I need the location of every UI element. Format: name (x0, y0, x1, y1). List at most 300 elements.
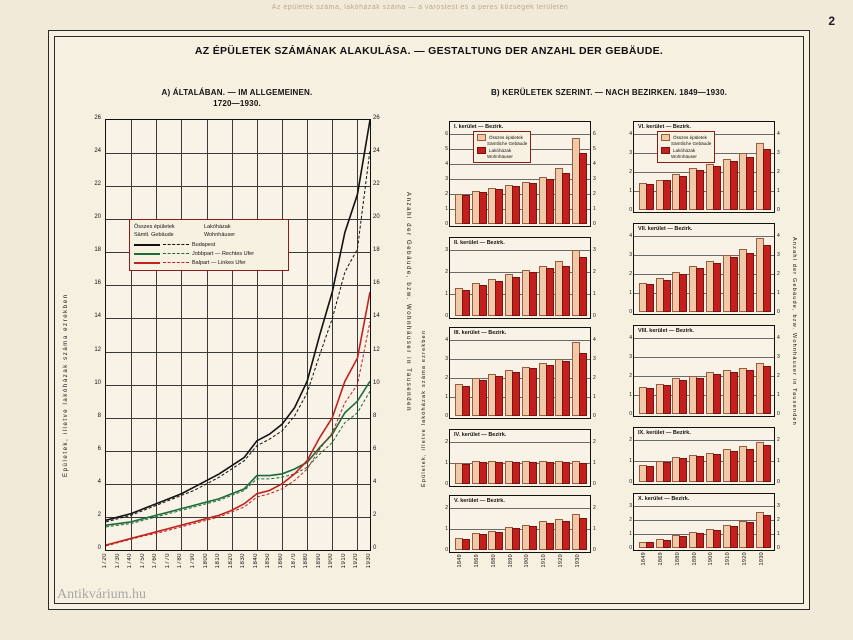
panel-a-ytick-right: 14 (373, 313, 380, 320)
panel-a-ytick-left: 8 (97, 412, 101, 419)
district-ytick-left: 4 (445, 337, 448, 343)
panel-a-ytick-right: 0 (373, 545, 377, 551)
bar-dwelling-houses (713, 454, 721, 482)
district-ytick-left: 2 (629, 169, 632, 175)
panel-b-ylabel-left: Épületek, illetve lakóházak száma ezrekben (421, 329, 427, 487)
district-ytick-right: 4 (593, 337, 596, 343)
district-ytick-left: 2 (629, 517, 632, 523)
district-ytick-right: 1 (593, 291, 596, 297)
panel-a-ytick-left: 6 (97, 445, 101, 452)
district-gridline (634, 357, 774, 358)
district-ytick-right: 2 (593, 505, 596, 511)
district-ytick-right: 0 (777, 479, 780, 485)
district-xtick: 1900 (524, 554, 531, 568)
district-xtick: 1920 (557, 554, 564, 568)
legend-swatch (661, 147, 670, 154)
panel-a-xtick: 1920 (353, 553, 360, 569)
district-xtick: 1880 (674, 552, 681, 566)
district-gridline (450, 340, 590, 341)
bar-dwelling-houses (763, 445, 771, 482)
panel-a-xtick: 1800 (202, 553, 209, 569)
panel-a-ytick-right: 22 (373, 181, 380, 188)
panel-a-xtick: 1770 (164, 553, 171, 569)
district-ytick-right: 0 (777, 411, 780, 417)
bar-dwelling-houses (646, 466, 654, 482)
district-ytick-left: 2 (445, 191, 448, 197)
legend-label: Jobbpart — Rechtes Ufer (192, 250, 255, 257)
legend-row (477, 134, 527, 141)
district-ytick-left: 0 (629, 411, 632, 417)
bar-dwelling-houses (696, 533, 704, 548)
bar-dwelling-houses (713, 374, 721, 414)
legend-label: Összes épületek (489, 134, 523, 140)
district-ytick-left: 2 (445, 269, 448, 275)
district-ytick-right: 2 (777, 169, 780, 175)
panel-a-xtick: 1780 (177, 553, 184, 569)
bar-dwelling-houses (763, 245, 771, 312)
panel-a-ylabel-right: Anzahl der Gebäude, bzw. Wohnhäuser in Tausenden (405, 192, 411, 413)
legend-label: Balpart — Linkes Ufer (192, 259, 246, 266)
district-xtick: 1869 (474, 554, 481, 568)
bar-dwelling-houses (746, 449, 754, 483)
bar-dwelling-houses (462, 539, 470, 550)
district-gridline (634, 338, 774, 339)
bar-dwelling-houses (663, 540, 671, 548)
district-ytick-right: 0 (777, 309, 780, 315)
district-xtick: 1930 (574, 554, 581, 568)
bar-dwelling-houses (763, 366, 771, 414)
district-mini-chart (445, 495, 596, 553)
district-ytick-right: 5 (593, 146, 596, 152)
district-ytick-left: 3 (445, 356, 448, 362)
legend-row (477, 147, 527, 154)
district-ytick-left: 3 (445, 176, 448, 182)
panel-a-ytick-left: 24 (94, 148, 101, 155)
legend-label-de: Sämtliche Gebäude (487, 141, 528, 146)
bar-dwelling-houses (479, 192, 487, 224)
district-ytick-right: 0 (777, 545, 780, 551)
district-ytick-right: 4 (777, 335, 780, 341)
bar-dwelling-houses (562, 521, 570, 550)
district-ytick-left: 0 (445, 221, 448, 227)
district-ytick-right: 0 (777, 207, 780, 213)
bar-dwelling-houses (663, 462, 671, 482)
bar-dwelling-houses (713, 166, 721, 210)
bar-dwelling-houses (663, 280, 671, 312)
legend-label-de: Wohnhäuser (671, 154, 697, 159)
bar-dwelling-houses (696, 378, 704, 414)
district-ytick-left: 5 (445, 146, 448, 152)
panel-a-title-text: A) ÁLTALÁBAN. — IM ALLGEMEINEN. (161, 88, 313, 97)
district-ytick-right: 4 (777, 131, 780, 137)
bar-dwelling-houses (479, 534, 487, 550)
panel-a-xtick: 1760 (152, 553, 159, 569)
district-xtick: 1930 (758, 552, 765, 566)
district-ytick-left: 3 (629, 354, 632, 360)
district-xtick: 1849 (457, 554, 464, 568)
district-mini-title: I. kerület — Bezirk. (454, 124, 504, 130)
district-xtick: 1920 (741, 552, 748, 566)
bar-dwelling-houses (529, 183, 537, 224)
bar-dwelling-houses (479, 462, 487, 484)
panel-a-ytick-right: 16 (373, 280, 380, 287)
district-ytick-left: 3 (445, 247, 448, 253)
bar-dwelling-houses (495, 281, 503, 316)
panel-a-series-line (106, 120, 370, 520)
panel-a-xtick: 1910 (340, 553, 347, 569)
district-ytick-right: 2 (777, 373, 780, 379)
panel-a-xtick: 1880 (303, 553, 310, 569)
bar-dwelling-houses (529, 272, 537, 316)
district-mini-chart (629, 325, 780, 417)
legend-swatch-dashed (163, 253, 189, 254)
district-ytick-left: 2 (629, 437, 632, 443)
district-ytick-left: 1 (445, 206, 448, 212)
district-mini-title: IX. kerület — Bezirk. (638, 430, 691, 436)
panel-a-ytick-right: 24 (373, 148, 380, 155)
panel-a-xtick: 1750 (139, 553, 146, 569)
panel-a-xtick: 1720 (102, 553, 108, 569)
district-ytick-left: 4 (629, 335, 632, 341)
district-ytick-right: 1 (777, 290, 780, 296)
district-ytick-right: 1 (777, 392, 780, 398)
panel-a-ytick-right: 12 (373, 346, 380, 353)
legend-swatch (661, 134, 670, 141)
district-ytick-left: 3 (629, 503, 632, 509)
district-ytick-left: 2 (629, 373, 632, 379)
district-ytick-left: 0 (629, 309, 632, 315)
bar-dwelling-houses (462, 290, 470, 316)
legend-row (661, 134, 711, 141)
legend-label: Összes épületek (673, 134, 707, 140)
panel-a-xtick: 1850 (265, 553, 272, 569)
district-ytick-right: 2 (777, 437, 780, 443)
district-mini-title: X. kerület — Bezirk. (638, 496, 690, 502)
legend-swatch-solid (134, 253, 160, 255)
bar-dwelling-houses (713, 263, 721, 313)
district-ytick-left: 0 (629, 545, 632, 551)
bar-dwelling-houses (746, 370, 754, 414)
bar-dwelling-houses (562, 266, 570, 316)
watermark: Antikvárium.hu (57, 587, 147, 602)
bar-dwelling-houses (746, 253, 754, 312)
bar-dwelling-houses (746, 157, 754, 210)
district-ytick-right: 6 (593, 131, 596, 137)
bar-dwelling-houses (512, 372, 520, 416)
bar-dwelling-houses (546, 268, 554, 316)
district-mini-title: VI. kerület — Bezirk. (638, 124, 691, 130)
district-xtick: 1890 (507, 554, 514, 568)
panel-a-xtick: 1820 (227, 553, 234, 569)
district-ytick-right: 3 (777, 150, 780, 156)
district-mini-chart (445, 429, 596, 487)
bar-dwelling-houses (730, 372, 738, 414)
panel-a-xtick: 1790 (190, 553, 196, 569)
district-xtick: 1890 (691, 552, 698, 566)
legend-row (134, 258, 284, 267)
panel-b-ylabel-right: Anzahl der Gebäude, bzw. Wohnhäuser in Tausenden (791, 237, 797, 426)
bar-dwelling-houses (646, 284, 654, 312)
bar-dwelling-houses (579, 518, 587, 550)
district-mini-title: V. kerület — Bezirk. (454, 498, 505, 504)
district-ytick-right: 1 (777, 458, 780, 464)
panel-a-series-line (106, 322, 370, 546)
bar-dwelling-houses (730, 257, 738, 312)
panel-a-ytick-right: 8 (373, 412, 377, 419)
district-ytick-right: 1 (777, 531, 780, 537)
legend-label-de: Sämtliche Gebäude (671, 141, 712, 146)
bar-dwelling-houses (479, 380, 487, 416)
bar-dwelling-houses (495, 462, 503, 484)
legend-swatch-solid (134, 244, 160, 246)
bar-dwelling-houses (546, 462, 554, 484)
bar-dwelling-houses (730, 161, 738, 210)
bar-dwelling-houses (646, 388, 654, 414)
district-xtick: 1910 (725, 552, 732, 566)
legend-row (134, 249, 284, 258)
bar-dwelling-houses (730, 451, 738, 482)
district-gridline (450, 442, 590, 443)
panel-a-legend (129, 219, 289, 271)
legend-swatch-dashed (163, 262, 189, 263)
district-xtick: 1849 (641, 552, 648, 566)
panel-a-ytick-left: 16 (94, 280, 101, 287)
district-gridline (634, 506, 774, 507)
district-ytick-right: 0 (593, 313, 596, 319)
panel-a-ytick-left: 14 (94, 313, 101, 320)
district-mini-title: IV. kerület — Bezirk. (454, 432, 507, 438)
bar-dwelling-houses (562, 462, 570, 484)
panel-a-ytick-right: 10 (373, 379, 380, 386)
legend-label: Lakóházak (673, 147, 696, 153)
district-mini-title: VII. kerület — Bezirk. (638, 226, 693, 232)
panel-a-xtick: 1810 (215, 553, 222, 569)
panel-a-plot-area (105, 119, 371, 551)
district-mini-title: III. kerület — Bezirk. (454, 330, 507, 336)
district-ytick-left: 1 (629, 531, 632, 537)
bar-dwelling-houses (495, 532, 503, 550)
bar-dwelling-houses (462, 386, 470, 417)
bar-dwelling-houses (479, 285, 487, 316)
bar-dwelling-houses (663, 385, 671, 414)
legend-row (661, 147, 711, 154)
district-xtick: 1880 (490, 554, 497, 568)
panel-a-ytick-right: 2 (373, 511, 377, 518)
district-ytick-right: 2 (593, 375, 596, 381)
legend-swatch (477, 147, 486, 154)
district-ytick-right: 3 (593, 176, 596, 182)
chart-plate (48, 30, 810, 610)
district-ytick-left: 0 (445, 313, 448, 319)
district-gridline (634, 520, 774, 521)
panel-a-series-line (106, 150, 370, 522)
district-xtick: 1869 (658, 552, 665, 566)
panel-a-ytick-left: 0 (97, 545, 101, 551)
legend-header-right: Lakóházak Wohnhäuser (204, 224, 236, 238)
bar-dwelling-houses (529, 368, 537, 416)
bar-dwelling-houses (679, 274, 687, 312)
legend-header (134, 223, 284, 239)
bar-dwelling-houses (512, 186, 520, 224)
legend-label: Budapest (192, 241, 216, 248)
legend-swatch (477, 134, 486, 141)
bar-dwelling-houses (495, 189, 503, 224)
panel-a-ytick-right: 26 (373, 115, 380, 121)
bar-dwelling-houses (579, 463, 587, 484)
bar-dwelling-houses (512, 462, 520, 484)
panel-a-xtick: 1730 (114, 553, 121, 569)
panel-a-xtick: 1740 (127, 553, 134, 569)
bar-dwelling-houses (562, 361, 570, 416)
bar-dwelling-houses (546, 523, 554, 550)
district-ytick-right: 2 (777, 517, 780, 523)
district-ytick-left: 2 (445, 439, 448, 445)
district-ytick-left: 1 (629, 188, 632, 194)
district-mini-chart (629, 427, 780, 485)
bar-dwelling-houses (679, 536, 687, 549)
district-ytick-right: 2 (777, 271, 780, 277)
bar-dwelling-houses (646, 542, 654, 548)
district-ytick-right: 3 (593, 247, 596, 253)
district-mini-chart (445, 237, 596, 319)
legend-swatch-solid (134, 262, 160, 264)
panel-a-ytick-left: 12 (94, 346, 101, 353)
district-ytick-left: 6 (445, 131, 448, 137)
bar-dwelling-houses (763, 515, 771, 548)
district-ytick-right: 2 (593, 269, 596, 275)
district-ytick-left: 1 (445, 526, 448, 532)
legend-label: Lakóházak (489, 147, 512, 153)
panel-a-xtick: 1830 (240, 553, 247, 569)
bar-dwelling-houses (546, 365, 554, 416)
bar-dwelling-houses (529, 526, 537, 550)
district-ytick-left: 4 (445, 161, 448, 167)
district-gridline (450, 508, 590, 509)
panel-a-xtick: 1870 (290, 553, 297, 569)
bar-dwelling-houses (696, 456, 704, 482)
panel-a-ytick-left: 20 (94, 214, 101, 221)
district-gridline (634, 440, 774, 441)
panel-a-ytick-right: 20 (373, 214, 380, 221)
panel-a-ytick-left: 26 (94, 115, 101, 121)
panel-a-series-line (106, 381, 370, 525)
bar-dwelling-houses (713, 530, 721, 548)
district-gridline (450, 250, 590, 251)
bar-dwelling-houses (730, 526, 738, 548)
panel-a-xtick: 1930 (366, 553, 372, 569)
district-ytick-right: 3 (777, 354, 780, 360)
district-ytick-left: 1 (629, 392, 632, 398)
district-ytick-right: 3 (593, 356, 596, 362)
district-ytick-right: 2 (593, 191, 596, 197)
district-ytick-left: 4 (629, 131, 632, 137)
panel-a-ytick-left: 10 (94, 379, 101, 386)
bar-dwelling-houses (512, 277, 520, 316)
legend-swatch-dashed (163, 244, 189, 245)
district-ytick-left: 0 (629, 479, 632, 485)
district-ytick-right: 1 (593, 394, 596, 400)
bar-dwelling-houses (579, 257, 587, 316)
bar-dwelling-houses (679, 458, 687, 482)
panel-a-series-layer (106, 120, 370, 550)
bar-dwelling-houses (763, 149, 771, 210)
bar-dwelling-houses (546, 179, 554, 225)
district-ytick-right: 0 (593, 221, 596, 227)
legend-label-de: Wohnhäuser (487, 154, 513, 159)
panel-a-ylabel-left: Épületek, illetve lakóházak száma ezrekben (63, 293, 69, 477)
panel-b-legend (657, 131, 715, 163)
district-ytick-left: 1 (445, 291, 448, 297)
page-top-note: Az épületek száma, lakóházak száma — a várostest és a peres községek területén (271, 4, 569, 11)
panel-b-by-district (421, 87, 797, 597)
district-mini-title: II. kerület — Bezirk. (454, 240, 505, 246)
bar-dwelling-houses (663, 180, 671, 210)
panel-a-general (61, 87, 413, 597)
bar-dwelling-houses (679, 380, 687, 414)
panel-a-ytick-right: 18 (373, 247, 380, 254)
district-ytick-left: 1 (629, 290, 632, 296)
panel-b-legend (473, 131, 531, 163)
district-ytick-left: 0 (629, 207, 632, 213)
page-number: 2 (828, 14, 835, 28)
panel-a-ytick-left: 2 (97, 511, 101, 518)
panel-a-subtitle-text: 1720—1930. (213, 99, 261, 108)
bar-dwelling-houses (562, 173, 570, 225)
bar-dwelling-houses (512, 528, 520, 550)
district-ytick-left: 2 (629, 271, 632, 277)
bar-dwelling-houses (579, 353, 587, 416)
district-ytick-right: 0 (593, 547, 596, 553)
bar-dwelling-houses (746, 522, 754, 548)
district-xtick: 1910 (541, 554, 548, 568)
district-ytick-left: 1 (445, 460, 448, 466)
district-ytick-right: 1 (777, 188, 780, 194)
bar-dwelling-houses (462, 195, 470, 224)
district-ytick-left: 0 (445, 481, 448, 487)
district-ytick-right: 2 (593, 439, 596, 445)
bar-dwelling-houses (462, 464, 470, 484)
bar-dwelling-houses (529, 462, 537, 484)
bar-dwelling-houses (579, 153, 587, 224)
district-xtick: 1900 (708, 552, 715, 566)
district-gridline (450, 164, 590, 165)
district-gridline (634, 236, 774, 237)
bar-dwelling-houses (696, 268, 704, 312)
bar-dwelling-houses (495, 376, 503, 416)
district-ytick-left: 0 (445, 413, 448, 419)
panel-a-xtick: 1840 (252, 553, 259, 569)
district-ytick-left: 3 (629, 252, 632, 258)
panel-b-title: B) KERÜLETEK SZERINT. — NACH BEZIRKEN. 1849—1930. (490, 88, 728, 97)
panel-a-ytick-left: 18 (94, 247, 101, 254)
panel-a-ytick-left: 22 (94, 181, 101, 188)
legend-row (134, 240, 284, 249)
bar-dwelling-houses (696, 170, 704, 210)
district-ytick-right: 0 (593, 481, 596, 487)
district-mini-chart (629, 223, 780, 315)
district-ytick-left: 2 (445, 505, 448, 511)
bar-dwelling-houses (679, 176, 687, 210)
district-ytick-right: 4 (593, 161, 596, 167)
district-ytick-right: 1 (593, 526, 596, 532)
bar-dwelling-houses (646, 184, 654, 210)
district-ytick-left: 4 (629, 233, 632, 239)
district-mini-chart (445, 327, 596, 419)
district-ytick-right: 3 (777, 252, 780, 258)
district-ytick-right: 1 (593, 460, 596, 466)
panel-a-xtick: 1860 (278, 553, 284, 569)
district-ytick-left: 1 (629, 458, 632, 464)
